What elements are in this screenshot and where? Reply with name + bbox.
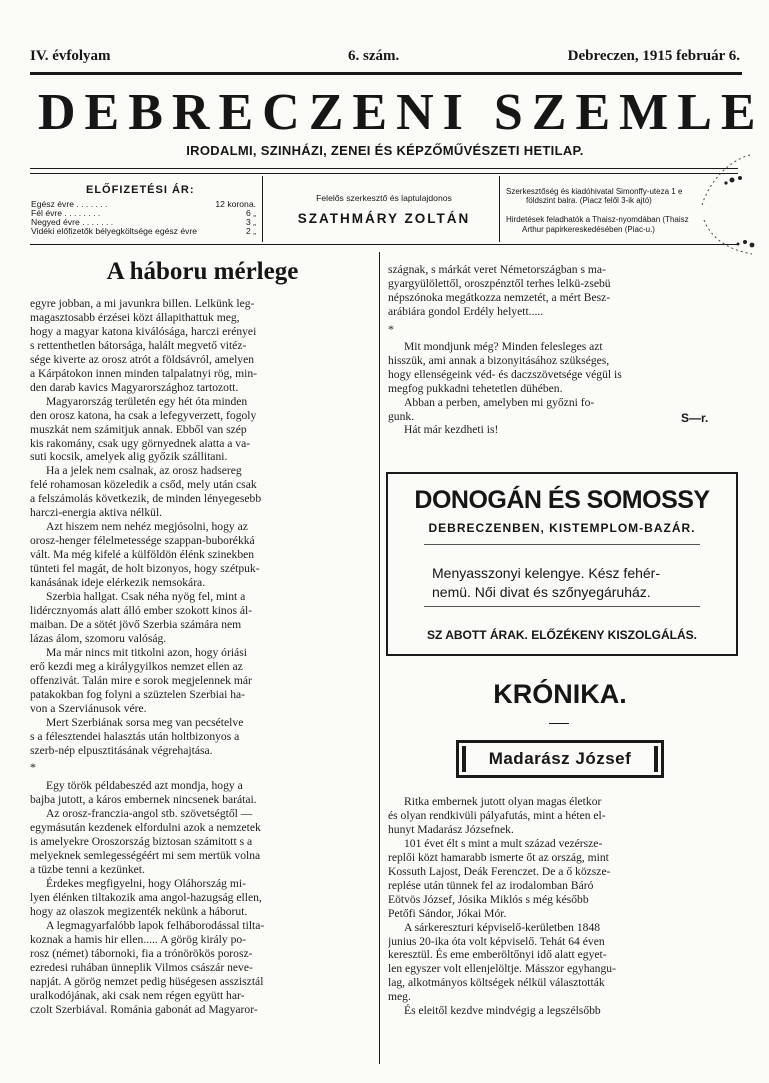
text-line: Magyarország területén egy hét óta minden [46, 394, 248, 408]
text-line: Ritka embernek jutott olyan magas életkor [404, 795, 602, 808]
text-line: Ha a jelek nem csalnak, az orosz hadsereg [46, 464, 242, 478]
advertisement-box [386, 472, 738, 656]
text-line: koznak a hamis hir ellen..... A görög király po- [30, 932, 247, 946]
kronika-column [388, 795, 733, 1018]
text-line: len egyszer volt ellenjelöltje. Másszor egyhangu- [388, 962, 616, 976]
price-label: Vidéki előfizetők bélyegköltsége egész évre [31, 226, 198, 236]
ad-location: DEBRECZENBEN, KISTEMPLOM-BAZÁR. [428, 521, 696, 535]
text-line: sége kiverte az orosz atrót a földsávról, amelyen [30, 352, 255, 366]
text-line: von a Szerviánusok vére. [30, 701, 147, 715]
text-line: is amelyekre Oroszország biztosan számitott s a [30, 835, 253, 849]
info-rule-top [30, 168, 738, 169]
obituary-name-box [456, 740, 664, 778]
text-line: lyen élénken tiltakozik ama angol-hazugság ellen, [30, 891, 262, 905]
text-line: napját. A görög nemzet pedig hüségesen asszisztál [30, 974, 264, 988]
text-line: A sárkereszturi képviselő-kerületben 1848 [404, 920, 601, 934]
text-line: erő kezdi meg a királygyilkos nemzet ellen az [30, 659, 243, 673]
section-star: * [388, 322, 394, 336]
text-line: szágnak, s márkát veret Németországban s ma- [388, 263, 606, 276]
header-topline [30, 48, 740, 68]
article-signature: S—r. [681, 411, 709, 425]
text-line: Mit mondjunk még? Minden felesleges azt [404, 339, 603, 353]
editor-caption: Felelős szerkesztő és laptulajdonos [316, 193, 452, 203]
text-line: egymásután kezdenek elfordulni azok a nemzetek [30, 821, 261, 835]
text-line: Kossuth Lajost, Deák Ferenczet. De a ő közsze- [388, 864, 611, 878]
text-line: És eleitől kezdve mindvégig a legszélsőbb [404, 1004, 601, 1018]
top-rule [30, 72, 742, 75]
office-line-2: földszint balra. (Piacz felől 3-ik ajtó) [526, 196, 652, 205]
text-line: Azt hiszem nem nehéz megjósolni, hogy az [46, 520, 248, 534]
text-line: melyeknek semlegességéért mi sem mertük volna [30, 849, 261, 863]
text-line: egyre jobban, a mi javunkra billen. Lelkünk leg- [30, 297, 255, 310]
text-line: offenzivát. Talán mire e sorok megjelennek már [30, 673, 252, 687]
price-value: 3 „ [245, 217, 256, 227]
text-line: Hát már kezdheti is! [404, 423, 499, 437]
price-label: Negyed évre . . . . . . . [31, 217, 114, 227]
text-line: A legmagyarfalóbb lapok felháborodással tilta- [46, 918, 265, 932]
text-line: Abban a perben, amelyben mi győzni fo- [404, 395, 595, 409]
text-line: a tüzbe tenni a kezünket. [30, 863, 145, 877]
masthead-title: DEBRECZENI SZEMLE [38, 84, 765, 141]
price-value: 12 korona. [215, 199, 256, 209]
text-line: keresztül. És eme emberöltőnyi idő alatt egyet- [388, 948, 607, 962]
text-line: s a félesztendei halasztás után holtbizonyos a [30, 729, 240, 743]
text-line: hisszük, ami annak a bizonyitásához szükséges, [388, 353, 610, 367]
text-line: hogy a magyar katona kiválósága, harczi erényei [30, 324, 257, 338]
text-line: és olyan rendkivüli pályafutás, mint a héten el- [388, 808, 606, 822]
text-line: gunk. [388, 409, 415, 423]
section-star: * [30, 761, 36, 775]
info-divider-2 [499, 176, 500, 242]
ad-footer: SZ ABOTT ÁRAK. ELŐZÉKENY KISZOLGÁLÁS. [426, 628, 697, 642]
text-line: junius 20-ika óta volt képviselő. Tehát 64 éven [388, 934, 605, 948]
text-line: den darab kavics Magyarországhoz tartozott. [30, 380, 239, 394]
text-line: hogy ellenségeink véd- és daczszövetsége végül is [388, 367, 622, 381]
issue-label: 6. szám. [348, 48, 400, 64]
ink-stamp-mark [690, 150, 765, 260]
kronika-rule [549, 723, 569, 724]
ad-description [432, 564, 660, 602]
masthead-subtitle: IRODALMI, SZINHÁZI, ZENEI ÉS KÉPZŐMŰVÉSZETI HETILAP. [186, 143, 584, 158]
text-line: orosz-henger félelmetessége szappan-buborékká [30, 534, 255, 548]
text-line: magasztosabb érzései közt állapithattuk meg, [30, 310, 240, 324]
price-value: 2 „ [245, 226, 256, 236]
price-label: Egész évre . . . . . . . [31, 199, 108, 209]
obituary-name: Madarász József [462, 746, 658, 772]
text-line: Érdekes megfigyelni, hogy Oláhország mi- [46, 877, 246, 891]
price-value: 6 „ [245, 208, 256, 218]
text-line: harczi-energia aktiva nélkül. [30, 506, 163, 520]
text-line: gyargyülölettől, oroszpénztől terhes lelkü-zsebü [388, 276, 611, 290]
ad-desc-line: nemü. Női divat és szőnyegáruház. [432, 584, 651, 600]
text-line: tünteti fel magát, de holt bizonyos, hogy szétpuk- [30, 562, 260, 576]
ad-dotted-rule [424, 544, 700, 545]
text-line: Petőfi Sándor, Jókai Mór. [388, 906, 507, 920]
info-rule-top-2 [30, 173, 738, 174]
office-line-4: Arthur papirkereskedésében (Piac-u.) [522, 225, 655, 234]
text-line: replése után tünnek fel az irodalomban Báró [388, 878, 594, 892]
office-line-3: Hirdetések feladhatók a Thaisz-nyomdában (Thaisz [506, 215, 689, 224]
text-line: kanásának ideje elérkezik nemsokára. [30, 576, 206, 590]
volume-label: IV. évfolyam [30, 48, 111, 64]
text-line: kis rakomány, csak ugy görnyednek alatta a va- [30, 436, 251, 450]
info-rule-bottom [30, 244, 738, 245]
text-line: suti kocsik, amelyek alig győzik szállitani. [30, 450, 228, 464]
column-divider [379, 252, 380, 1064]
text-line: Mert Szerbiának sorsa meg van pecsételve [46, 715, 244, 729]
article-title: A háboru mérlege [106, 258, 299, 285]
ad-rule-2 [424, 606, 700, 607]
text-line: s rettenthetlen bátorsága, halált megvető vitéz- [30, 338, 247, 352]
text-line: Az orosz-franczia-angol stb. szövetségtől — [46, 807, 253, 821]
text-line: patakokban fog folyni a szüztelen Szerbiai ha- [30, 687, 246, 701]
text-line: bajba jutott, a káros embernek nincsenek barátai. [30, 793, 257, 807]
kronika-title: KRÓNIKA. [493, 679, 627, 709]
text-line: arábiára gondol Erdély helyett..... [388, 304, 544, 318]
text-line: ezredesi ruhában ünneplik Vilmos császár neve- [30, 960, 253, 974]
text-line: lidércznyomás alatt álló ember szokott kinos ál- [30, 603, 253, 617]
text-line: vált. Ma még kifelé a külföldön élénk szinekben [30, 548, 255, 562]
text-line: hunyt Madarász Józsefnek. [388, 822, 514, 836]
text-line: muszkát nem számitjuk annak. Ebből van szép [30, 422, 247, 436]
text-line: felé rohamosan közeledik a csőd, mely után csak [30, 478, 257, 492]
info-divider-1 [262, 176, 263, 242]
subscription-title: ELŐFIZETÉSI ÁR: [86, 184, 195, 196]
date-label: Debreczen, 1915 február 6. [567, 48, 740, 64]
text-line: rosz (német) tábornoki, fia a trónörökös porosz- [30, 946, 253, 960]
text-line: Egy török példabeszéd azt mondja, hogy a [46, 779, 243, 793]
text-line: szerb-nép elpusztitásának végrehajtása. [30, 743, 213, 757]
text-line: Szerbia hallgat. Csak néha nyög fel, mint a [46, 590, 246, 604]
text-line: népszónoka megátkozza nemzetét, a mért Besz- [388, 290, 611, 304]
text-line: 101 évet élt s mint a mult század vezérsze- [404, 836, 603, 850]
text-line: hogy az olaszok megizenték nekünk a háborut. [30, 904, 248, 918]
article-column-1 [30, 297, 373, 1017]
text-line: den orosz katona, ha csak a lefegyverzett, fogoly [30, 408, 257, 422]
text-line: maiban. De a sötét jövő Szerbia számára nem [30, 617, 242, 631]
text-line: Ma már nincs mit titkolni azon, hogy óriási [46, 645, 247, 659]
ad-company-name: DONOGÁN ÉS SOMOSSY [414, 486, 710, 514]
text-line: Eötvös József, Jósika Miklós s még később [388, 892, 589, 906]
text-line: a felszámolás következik, de minden lényegesebb [30, 492, 262, 506]
text-line: replői közt hamarabb ismerte őt az ország, mint [388, 850, 609, 864]
text-line: megfog pukkadni tehetetlen dühében. [388, 381, 563, 395]
text-line: uralkodójának, aki csak nem régen együtt har- [30, 988, 245, 1002]
editor-name: SZATHMÁRY ZOLTÁN [297, 211, 471, 226]
text-line: czolt Szerbiával. Románia gabonát ad Magyaror- [30, 1002, 258, 1016]
price-label: Fél évre . . . . . . . . [31, 208, 101, 218]
ad-desc-line: Menyasszonyi kelengye. Kész fehér- [432, 565, 660, 581]
text-line: lázas álom, szomoru valóság. [30, 631, 167, 645]
text-line: meg. [388, 990, 411, 1004]
text-line: lag, alkotmányos költségek nélkül választották [388, 976, 605, 990]
text-line: a Kárpátokon innen minden talpalatnyi rög, min- [30, 366, 257, 380]
office-line-1: Szerkesztőség és kiadóhivatal Simonffy-uteza 1 e [506, 187, 683, 196]
